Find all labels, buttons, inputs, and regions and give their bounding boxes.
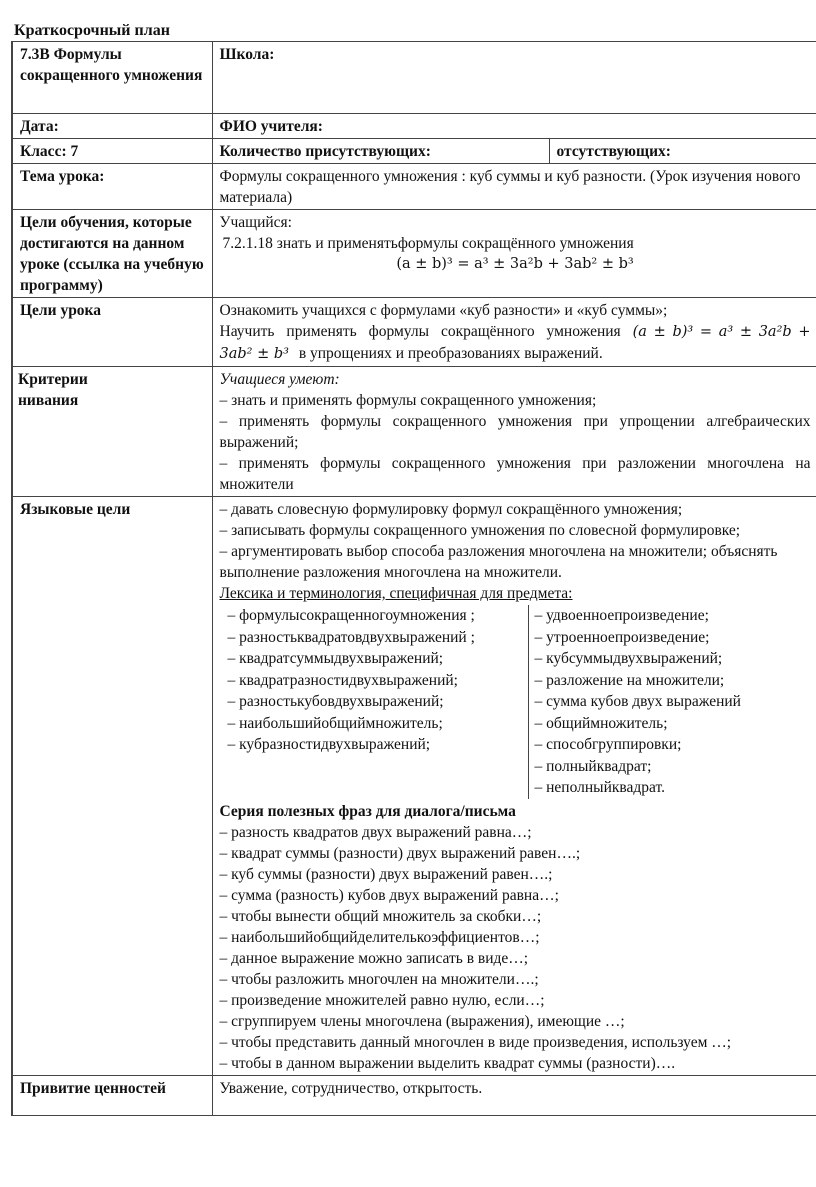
header-row-topic xyxy=(12,42,816,114)
school-cell: Школа: xyxy=(212,42,816,114)
class-cell: Класс: 7 xyxy=(12,139,212,164)
lesson-goal-prefix: Научить применять формулы сокращённого умножения xyxy=(219,323,621,340)
present-cell: Количество присутствующих: xyxy=(212,139,549,164)
lexicon-right-column xyxy=(528,605,811,799)
lexicon-term: – способгруппировки; xyxy=(535,734,811,756)
lexicon-term: – разложение на множители; xyxy=(535,670,811,692)
language-goal: – записывать формулы сокращенного умножения по словесной формулировке; xyxy=(220,520,811,541)
lexicon-term: – кубсуммыдвухвыражений; xyxy=(535,648,811,670)
values-row xyxy=(12,1075,816,1115)
topic-text: Формулы сокращенного умножения : куб суммы и куб разности. (Урок изучения нового материала) xyxy=(212,164,816,210)
lesson-goals-row xyxy=(12,298,816,367)
criteria-item: – применять формулы сокращенного умножения при разложении многочлена на множители xyxy=(220,453,811,495)
lesson-goals-content xyxy=(212,298,816,367)
phrase-item: – сумма (разность) кубов двух выражений равна…; xyxy=(220,885,811,906)
lesson-goal-line2 xyxy=(220,321,811,365)
lexicon-term: – сумма кубов двух выражений xyxy=(535,691,811,713)
lexicon-term: – полныйквадрат; xyxy=(535,756,811,778)
criteria-row xyxy=(12,367,816,497)
phrase-item: – чтобы в данном выражении выделить квадрат суммы (разности)…. xyxy=(220,1053,811,1074)
values-text: Уважение, сотрудничество, открытость. xyxy=(212,1075,816,1115)
language-goal: – давать словесную формулировку формул сокращённого умножения; xyxy=(220,499,811,520)
lexicon-term: – квадратразностидвухвыражений; xyxy=(228,670,528,692)
phrase-item: – данное выражение можно записать в виде…; xyxy=(220,948,811,969)
document-title: Краткосрочный план xyxy=(14,22,170,39)
topic-row xyxy=(12,164,816,210)
criteria-label-text: Критерии нивания xyxy=(18,371,88,409)
language-content xyxy=(212,497,816,1076)
criteria-item: – применять формулы сокращенного умножения при упрощении алгебраических выражений; xyxy=(220,411,811,453)
phrases-title: Серия полезных фраз для диалога/письма xyxy=(219,802,516,820)
language-row xyxy=(12,497,816,1076)
criteria-item: – знать и применять формулы сокращенного умножения; xyxy=(220,390,811,411)
header-row-date xyxy=(12,114,816,139)
lesson-goal-line1: Ознакомить учащихся с формулами «куб разности» и «куб суммы»; xyxy=(219,302,668,319)
lexicon-term: – разностькубовдвухвыражений; xyxy=(228,691,528,713)
cube-formula: (a ± b)³ = a³ ± 3a²b + 3ab² ± b³ xyxy=(396,256,634,272)
criteria-intro: Учащиеся умеют: xyxy=(219,371,340,388)
phrase-item: – чтобы представить данный многочлен в виде произведения, используем …; xyxy=(220,1032,811,1053)
phrase-item: – чтобы разложить многочлен на множители….; xyxy=(220,969,811,990)
topic-label: Тема урока: xyxy=(12,164,212,210)
lexicon-table xyxy=(220,605,811,799)
lesson-plan-table xyxy=(11,41,816,1116)
lexicon-term: – удвоенноепроизведение; xyxy=(535,605,811,627)
phrase-item: – сгруппируем члены многочлена (выражения), имеющие …; xyxy=(220,1011,811,1032)
date-cell: Дата: xyxy=(12,114,212,139)
lesson-goal-suffix: в упрощениях и преобразованиях выражений. xyxy=(298,345,603,362)
lexicon-term: – общиймножитель; xyxy=(535,713,811,735)
criteria-label xyxy=(12,367,212,497)
phrase-item: – куб суммы (разности) двух выражений равен….; xyxy=(220,864,811,885)
teacher-cell: ФИО учителя: xyxy=(212,114,816,139)
phrase-item: – чтобы вынести общий множитель за скобки…; xyxy=(220,906,811,927)
phrase-item: – разность квадратов двух выражений равна…; xyxy=(220,822,811,843)
lexicon-term: – неполныйквадрат. xyxy=(535,777,811,799)
lexicon-term: – формулысокращенногоумножения ; xyxy=(228,605,528,627)
header-row-class xyxy=(12,139,816,164)
lexicon-title: Лексика и терминология, специфичная для предмета: xyxy=(219,585,573,602)
lexicon-term: – утроенноепроизведение; xyxy=(535,627,811,649)
student-label: Учащийся: xyxy=(219,214,292,231)
language-label: Языковые цели xyxy=(12,497,212,1076)
topic-code-cell: 7.3В Формулы сокращенного умножения xyxy=(12,42,212,114)
absent-cell: отсутствующих: xyxy=(549,139,816,164)
learning-goals-content xyxy=(212,210,816,298)
lexicon-term: – наибольшийобщиймножитель; xyxy=(228,713,528,735)
lexicon-term: – разностьквадратовдвухвыражений ; xyxy=(228,627,528,649)
objective-text: 7.2.1.18 знать и применятьформулы сокращённого умножения xyxy=(222,235,634,252)
lexicon-left-column xyxy=(220,605,529,799)
values-label: Привитие ценностей xyxy=(12,1075,212,1115)
lesson-goal-formula: (a ± b)³ = a³ ± 3a²b + 3ab² ± b³ xyxy=(219,324,811,362)
learning-goals-label: Цели обучения, которые достигаются на данном уроке (ссылка на учебную программу) xyxy=(12,210,212,298)
lexicon-term: – кубразностидвухвыражений; xyxy=(228,734,528,756)
criteria-content xyxy=(212,367,816,497)
lexicon-term: – квадратсуммыдвухвыражений; xyxy=(228,648,528,670)
phrase-item: – квадрат суммы (разности) двух выражений равен….; xyxy=(220,843,811,864)
language-goal: – аргументировать выбор способа разложения многочлена на множители; объяснять выполнение разложения многочлена на множители. xyxy=(220,541,811,583)
learning-goals-row xyxy=(12,210,816,298)
phrase-item: – произведение множителей равно нулю, если…; xyxy=(220,990,811,1011)
phrase-item: – наибольшийобщийделителькоэффициентов…; xyxy=(220,927,811,948)
lesson-goals-label: Цели урока xyxy=(12,298,212,367)
